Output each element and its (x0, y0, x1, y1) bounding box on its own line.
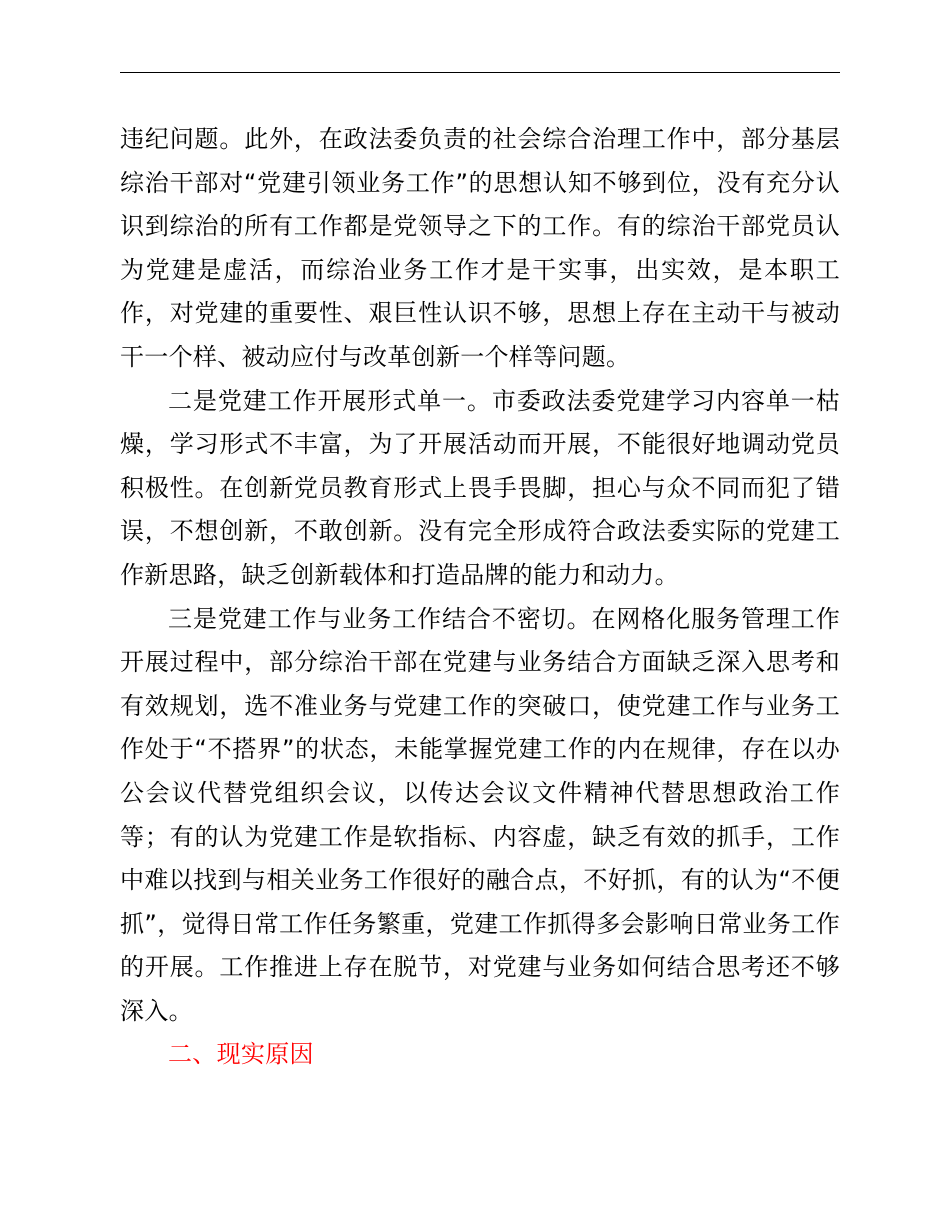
section-heading: 二、现实原因 (168, 1040, 314, 1069)
document-body (120, 118, 840, 1077)
paragraph-point-three: 三是党建工作与业务工作结合不密切。在网格化服务管理工作开展过程中，部分综治干部在党建与业务结合方面缺乏深入思考和有效规划，选不准业务与党建工作的突破口，使党建工作与业务工作处于“不搭界”的状态，未能掌握党建工作的内在规律，存在以办公会议代替党组织会议，以传达会议文件精神代替思想政治工作等；有的认为党建工作是软指标、内容虚，缺乏有效的抓手，工作中难以找到与相关业务工作很好的融合点，不好抓，有的认为“不便抓”，觉得日常工作任务繁重，党建工作抓得多会影响日常业务工作的开展。工作推进上存在脱节，对党建与业务如何结合思考还不够深入。 (120, 604, 840, 1025)
paragraph-continuation: 违纪问题。此外，在政法委负责的社会综合治理工作中，部分基层综治干部对“党建引领业务工作”的思想认知不够到位，没有充分认识到综治的所有工作都是党领导之下的工作。有的综治干部党员认为党建是虚活，而综治业务工作才是干实事，出实效，是本职工作，对党建的重要性、艰巨性认识不够，思想上存在主动干与被动干一个样、被动应付与改革创新一个样等问题。 (120, 125, 840, 371)
paragraph-point-two: 二是党建工作开展形式单一。市委政法委党建学习内容单一枯燥，学习形式不丰富，为了开展活动而开展，不能很好地调动党员积极性。在创新党员教育形式上畏手畏脚，担心与众不同而犯了错误，不想创新，不敢创新。没有完全形成符合政法委实际的党建工作新思路，缺乏创新载体和打造品牌的能力和动力。 (120, 386, 840, 589)
header-rule (120, 72, 840, 73)
